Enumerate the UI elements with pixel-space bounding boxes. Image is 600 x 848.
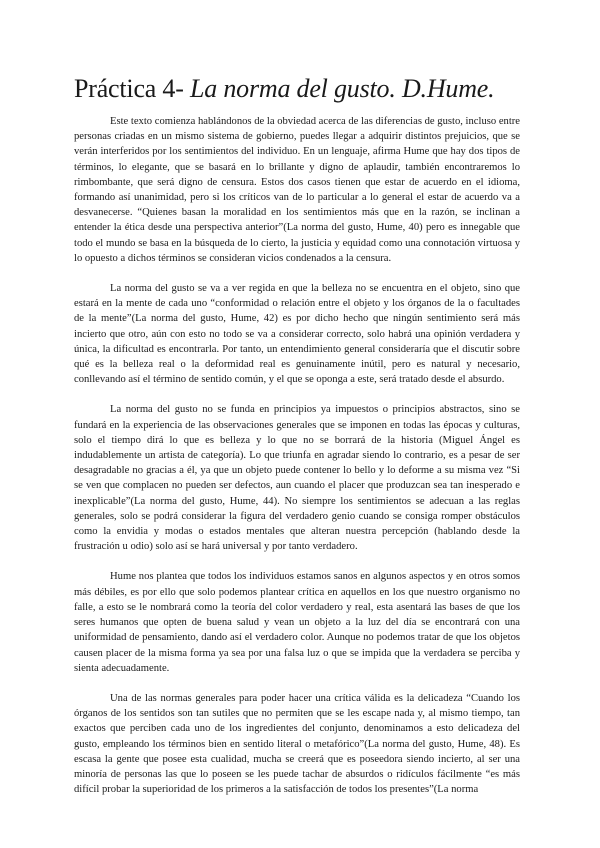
paragraph-4: Hume nos plantea que todos los individuos estamos sanos en algunos aspectos y en otros somos más débiles, es por ello que solo podemos plantear crítica en aquellos en los que nuestro organismo no falle, a esto se le nombrará como la teoría del color verdadero y real, esta asentará las bases de que los seres humanos que opten de buena salud y vean un objeto a la luz del día se encontrará con una uniformidad de pensamiento, dando así el verdadero color. Aunque no podemos tratar de que los objetos causen placer de la misma forma ya sea por una falsa luz o que se impida que la verdadera se perciba y sienta adecuadamente. <box>74 571 520 674</box>
paragraph-2: La norma del gusto se va a ver regida en que la belleza no se encuentra en el objeto, sino que estará en la mente de cada uno “conformidad o relación entre el objeto y los órganos de la o facultades de la mente”(La norma del gusto, Hume, 42) es por dicho hecho que ningún sentimiento será más incierto que otro, aún con esto no todo se va a considerar correcto, solo habrá una opinión verdadera y única, la dificultad es encontrarla. Por tanto, un entendimiento general consideraría que el discutir sobre qué es la belleza real o la deformidad real es genuinamente inútil, pero es natural y necesario, conllevando así el término de sentido común, y el que se oponga a este, será tratado desde el absurdo. <box>74 283 520 386</box>
page-title <box>74 74 520 104</box>
paragraph-5: Una de las normas generales para poder hacer una crítica válida es la delicadeza “Cuando los órganos de los sentidos son tan sutiles que no permiten que se les escape nada y, al mismo tiempo, tan exactos que perciben cada uno de los ingredientes del conjunto, denominamos a esto delicadeza del gusto, empleando los términos bien en sentido literal o metafórico”(La norma del gusto, Hume, 48). Es escasa la gente que posee esta cualidad, mucha se creerá que es poseedora siendo incierto, al ser una minoría de personas las que lo poseen se les puede tachar de absurdos o ridículos fácilmente “es más difícil probar la superioridad de los primeros a la satisfacción de todos los presentes”(La norma <box>74 692 520 796</box>
paragraph-1: Este texto comienza hablándonos de la obviedad acerca de las diferencias de gusto, incluso entre personas criadas en un mismo sistema de gobierno, puedes llegar a adquirir distintos prejuicios, que se verán interferidos por los sentimientos del individuo. En un lenguaje, afirma Hume que hay dos tipos de términos, lo elegante, que se basará en lo brillante y digno de aplaudir, también encontraremos lo rimbombante, que será digno de censura. Estos dos casos tienen que estar de acuerdo en el idioma, formando así unanimidad, pero si los críticos van de lo particular a lo general el estar de acuerdo va a desvanecerse. “Quienes basan la moralidad en los sentimientos más que en la razón, se inclinan a entender la ética desde una perspectiva anterior”(La norma del gusto, Hume, 40) pero es innegable que todo el mundo se basa en la búsqueda de lo cierto, la justicia y equidad como una connotación virtuosa y lo opuesto a dichos términos se consideran vicios condenados a la censura. <box>74 116 520 264</box>
title-prefix: Práctica 4- <box>74 74 190 103</box>
paragraph-3: La norma del gusto no se funda en principios ya impuestos o principios abstractos, sino se fundará en la experiencia de las observaciones generales que se imponen en todas las épocas y culturas, solo el tiempo dirá lo que es belleza y lo que no se borrará de la historia (Miguel Ángel es indudablemente un artista de categoría). Lo que triunfa en agradar siendo lo contrario, es a pesar de ser desagradable no gracias a él, ya que un objeto puede contener lo bello y lo deforme a su misma vez “Si se ven que complacen no pueden ser defectos, aun cuando el placer que produzcan sea tan inesperado e inexplicable”(La norma del gusto, Hume, 44). No siempre los sentimientos se adecuan a las reglas generales, solo se podrá considerar la figura del verdadero genio cuando se consiga romper obstáculos como la envidia y modas o estados mentales que alteran nuestra percepción (hablando desde la frustración u odio) solo así se hará universal y por tanto verdadero. <box>74 404 520 553</box>
title-italic: La norma del gusto. D.Hume. <box>189 74 495 103</box>
